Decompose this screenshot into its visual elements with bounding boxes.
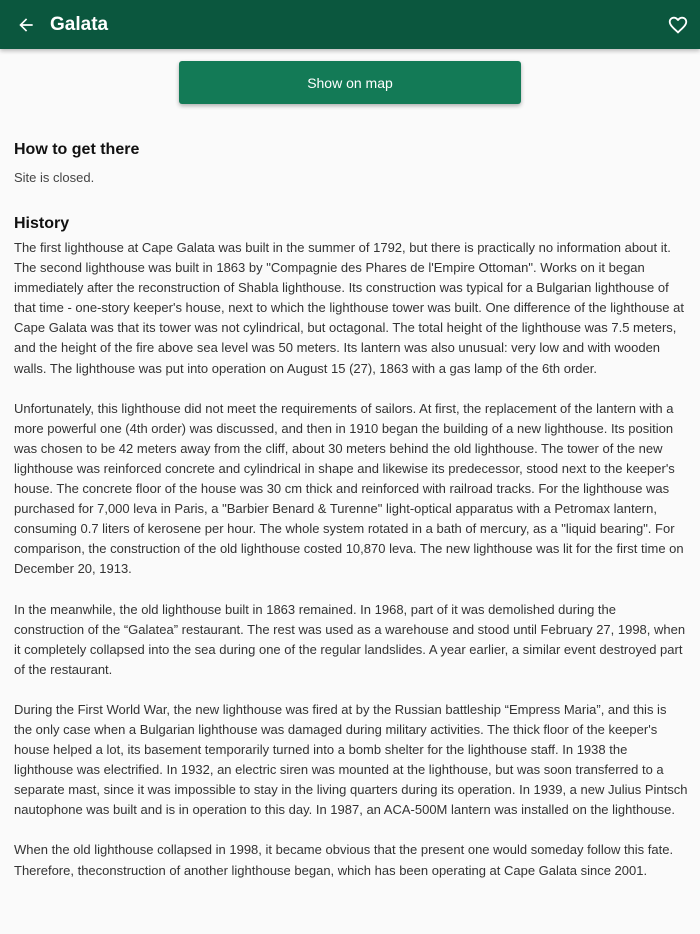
app-bar: [0, 0, 700, 49]
show-on-map-button[interactable]: Show on map: [179, 61, 521, 104]
history-text: [14, 238, 688, 881]
history-paragraph: Unfortunately, this lighthouse did not meet the requirements of sailors. At first, the replacement of the lantern with a more powerful one (4th order) was discussed, and then in 1910 began the building of a new lighthouse. Its position was chosen to be 42 meters away from the cliff, about 30 meters behind the old lighthouse. The tower of the new lighthouse was reinforced concrete and cylindrical in shape and likewise its predecessor, stood next to the keeper's house. The concrete floor of the house was 30 cm thick and reinforced with railroad tracks. For the lighthouse was purchased for 7,000 leva in Paris, a "Barbier Benard & Turenne" light-optical apparatus with a Petromax lantern, consuming 0.7 liters of kerosene per hour. The whole system rotated in a bath of mercury, as a "liquid bearing". For comparison, the construction of the old lighthouse costed 10,870 leva. The new lighthouse was lit for the first time on December 20, 1913.: [14, 400, 684, 577]
history-heading: History: [14, 215, 70, 232]
history-paragraph: In the meanwhile, the old lighthouse built in 1863 remained. In 1968, part of it was demolished during the construction of the “Galatea” restaurant. The rest was used as a warehouse and stood until February 27, 1998, when it completely collapsed into the sea during one of the regular landslides. A year earlier, a similar event destroyed part of the restaurant.: [14, 601, 686, 677]
heart-outline-icon: [667, 14, 689, 36]
content-area: [14, 140, 688, 881]
arrow-left-icon: [16, 15, 36, 35]
history-paragraph: The first lighthouse at Cape Galata was built in the summer of 1792, but there is practically no information about it. The second lighthouse was built in 1863 by "Compagnie des Phares de l'Empire Ottoman". Works on it began immediately after the reconstruction of Shabla lighthouse. Its construction was typical for a Bulgarian lighthouse of that time - one-story keeper's house, next to which the lighthouse tower was built. One difference of the lighthouse at Cape Galata was that its tower was not cylindrical, but octagonal. The total height of the lighthouse was 7.5 meters, and the height of the fire above sea level was 50 meters. Its lantern was also unusual: very low and with wooden walls. The lighthouse was put into operation on August 15 (27), 1863 with a gas lamp of the 6th order.: [14, 240, 684, 376]
history-paragraph: When the old lighthouse collapsed in 1998, it became obvious that the present one would someday follow this fate. Therefore, theconstruction of another lighthouse began, which has been operating at Cape Galata since 2001.: [14, 842, 674, 878]
how-to-get-there-heading: How to get there: [14, 141, 140, 158]
history-paragraph: During the First World War, the new lighthouse was fired at by the Russian battleship “Empress Maria”, and this is the only case when a Bulgarian lighthouse was damaged during military activities. The thick floor of the keeper's house helped a lot, its basement temporarily turned into a bomb shelter for the lighthouse staff. In 1938 the lighthouse was electrified. In 1932, an electric siren was mounted at the lighthouse, but was soon transferred to a separate mast, since it was impossible to stay in the living quarters during its operation. In 1939, a new Julius Pintsch nautophone was built and is in operation to this day. In 1987, an ACA-500M lantern was installed on the lighthouse.: [14, 701, 688, 818]
favorite-button[interactable]: [662, 9, 694, 41]
how-to-get-there-text: Site is closed.: [14, 170, 95, 185]
back-button[interactable]: [10, 9, 42, 41]
page-title: Galata: [50, 13, 109, 35]
